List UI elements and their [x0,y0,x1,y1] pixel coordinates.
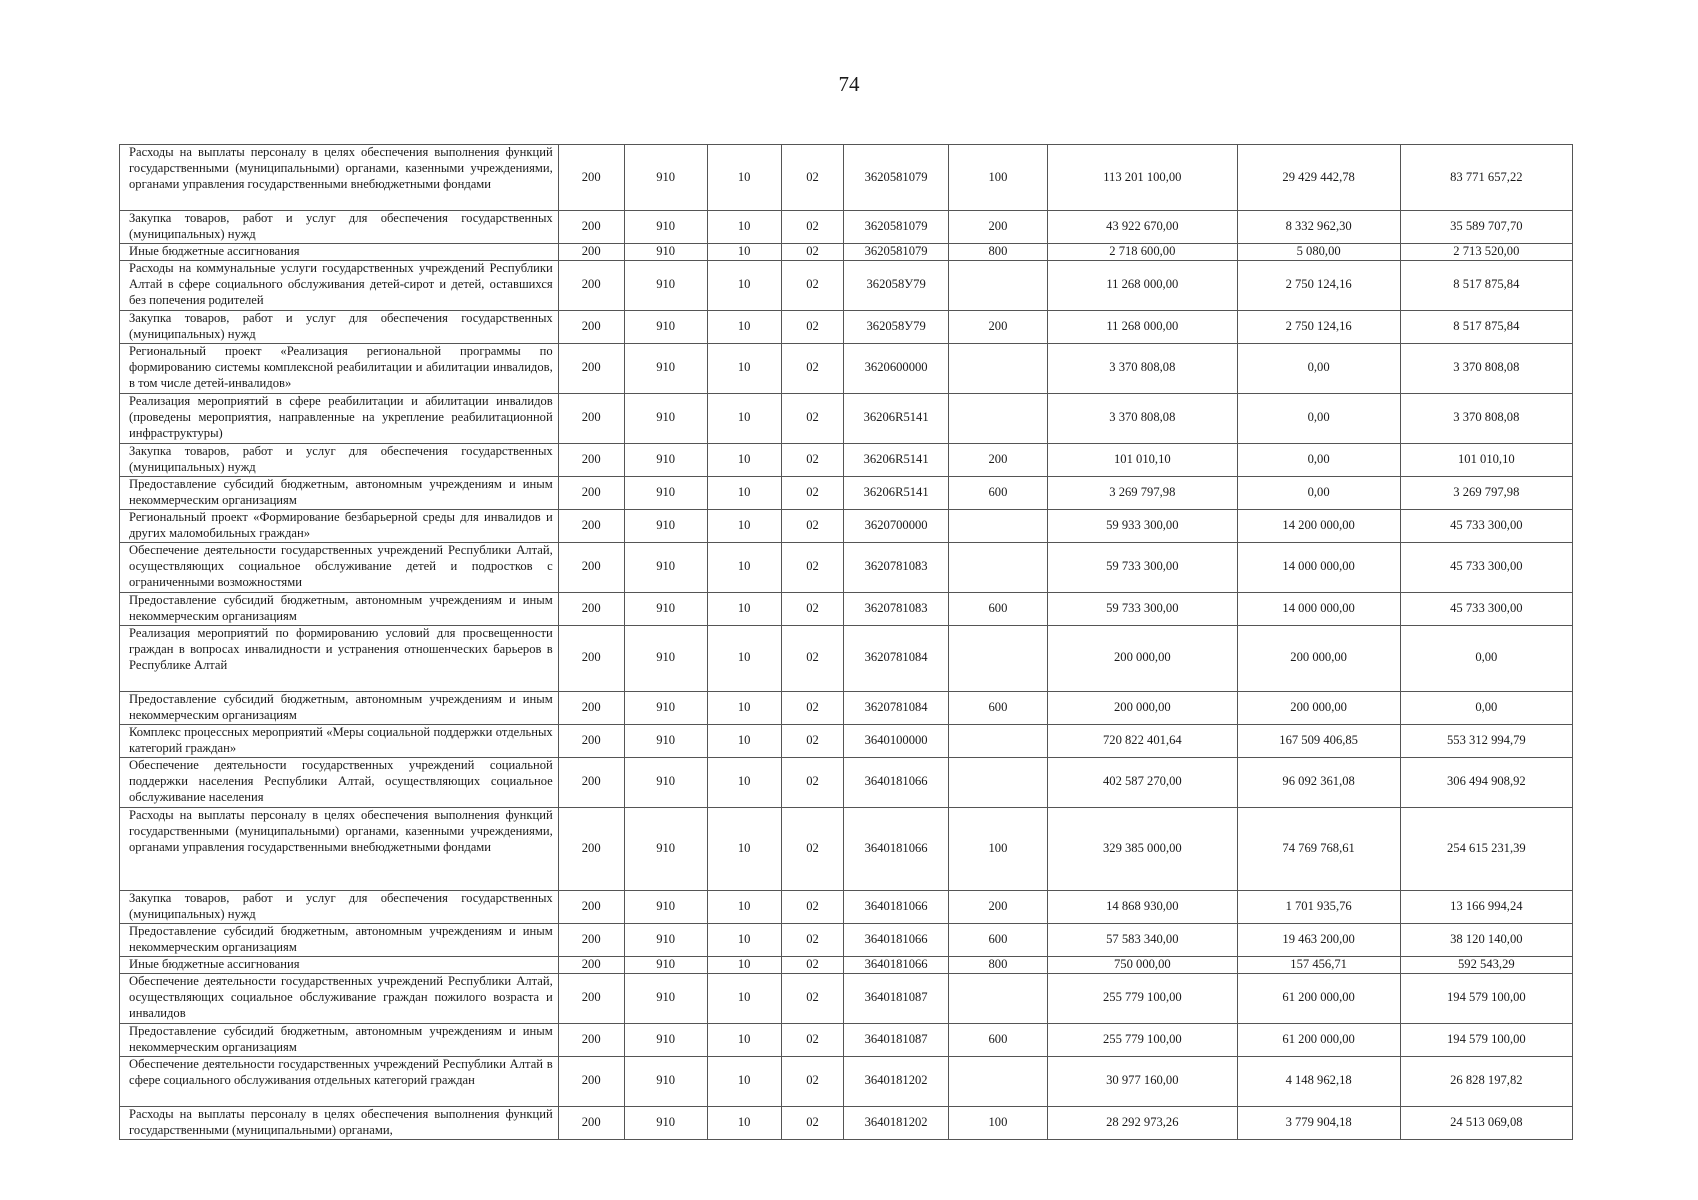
cell-description: Региональный проект «Формирование безбарьерной среды для инвалидов и других маломобильных граждан» [120,509,559,542]
cell-planned-amount: 329 385 000,00 [1048,807,1237,890]
cell-target-article-code: 3620581079 [844,211,948,244]
cell-expense-type-code [948,757,1047,807]
cell-ministry-code: 910 [624,923,707,956]
cell-executed-amount: 74 769 768,61 [1237,807,1400,890]
cell-ministry-code: 910 [624,807,707,890]
cell-expense-type-code: 600 [948,592,1047,625]
cell-subsection-code: 02 [781,343,844,393]
cell-gov-code: 200 [558,393,624,443]
cell-executed-amount: 200 000,00 [1237,625,1400,691]
cell-gov-code: 200 [558,807,624,890]
cell-executed-amount: 14 000 000,00 [1237,542,1400,592]
table-row [120,1023,1573,1056]
cell-expense-type-code: 600 [948,1023,1047,1056]
cell-expense-type-code [948,509,1047,542]
cell-expense-type-code [948,973,1047,1023]
cell-section-code: 10 [707,724,781,757]
cell-target-article-code: 36206R5141 [844,476,948,509]
cell-subsection-code: 02 [781,592,844,625]
cell-executed-amount: 14 200 000,00 [1237,509,1400,542]
cell-expense-type-code: 600 [948,923,1047,956]
cell-target-article-code: 3640181066 [844,956,948,973]
table-row [120,807,1573,890]
cell-executed-amount: 1 701 935,76 [1237,890,1400,923]
cell-expense-type-code [948,393,1047,443]
cell-subsection-code: 02 [781,509,844,542]
cell-description: Закупка товаров, работ и услуг для обеспечения государственных (муниципальных) нужд [120,443,559,476]
cell-target-article-code: 36206R5141 [844,393,948,443]
cell-remaining-amount: 8 517 875,84 [1400,310,1572,343]
cell-remaining-amount: 101 010,10 [1400,443,1572,476]
cell-section-code: 10 [707,923,781,956]
cell-section-code: 10 [707,807,781,890]
cell-planned-amount: 2 718 600,00 [1048,244,1237,261]
table-row [120,310,1573,343]
table-row [120,890,1573,923]
cell-planned-amount: 14 868 930,00 [1048,890,1237,923]
cell-section-code: 10 [707,393,781,443]
cell-executed-amount: 0,00 [1237,393,1400,443]
cell-target-article-code: 362058У79 [844,260,948,310]
cell-section-code: 10 [707,890,781,923]
cell-planned-amount: 3 370 808,08 [1048,393,1237,443]
table-body [120,145,1573,1140]
cell-section-code: 10 [707,509,781,542]
cell-remaining-amount: 194 579 100,00 [1400,1023,1572,1056]
cell-expense-type-code [948,542,1047,592]
cell-subsection-code: 02 [781,625,844,691]
cell-executed-amount: 2 750 124,16 [1237,260,1400,310]
cell-gov-code: 200 [558,1056,624,1106]
cell-remaining-amount: 0,00 [1400,691,1572,724]
cell-expense-type-code: 200 [948,310,1047,343]
cell-gov-code: 200 [558,211,624,244]
cell-section-code: 10 [707,343,781,393]
cell-remaining-amount: 3 370 808,08 [1400,393,1572,443]
cell-planned-amount: 750 000,00 [1048,956,1237,973]
cell-section-code: 10 [707,310,781,343]
cell-ministry-code: 910 [624,757,707,807]
cell-description: Расходы на выплаты персоналу в целях обеспечения выполнения функций государственными (муниципальными) органами, казенными учреждениями, органами управления государственными внебюджетными фондами [120,145,559,211]
cell-subsection-code: 02 [781,691,844,724]
cell-subsection-code: 02 [781,145,844,211]
cell-subsection-code: 02 [781,244,844,261]
cell-subsection-code: 02 [781,443,844,476]
cell-executed-amount: 8 332 962,30 [1237,211,1400,244]
cell-remaining-amount: 553 312 994,79 [1400,724,1572,757]
cell-gov-code: 200 [558,260,624,310]
cell-target-article-code: 3620781083 [844,542,948,592]
cell-planned-amount: 28 292 973,26 [1048,1106,1237,1139]
cell-description: Реализация мероприятий по формированию условий для просвещенности граждан в вопросах инвалидности и устранения отношенческих барьеров в Республике Алтай [120,625,559,691]
cell-ministry-code: 910 [624,1056,707,1106]
cell-description: Обеспечение деятельности государственных учреждений Республики Алтай в сфере социального обслуживания отдельных категорий граждан [120,1056,559,1106]
cell-section-code: 10 [707,973,781,1023]
cell-ministry-code: 910 [624,625,707,691]
cell-gov-code: 200 [558,592,624,625]
cell-ministry-code: 910 [624,956,707,973]
cell-remaining-amount: 24 513 069,08 [1400,1106,1572,1139]
cell-subsection-code: 02 [781,1106,844,1139]
table-row [120,1056,1573,1106]
cell-planned-amount: 11 268 000,00 [1048,260,1237,310]
table-row [120,724,1573,757]
table-row [120,542,1573,592]
cell-subsection-code: 02 [781,1056,844,1106]
cell-planned-amount: 59 733 300,00 [1048,592,1237,625]
cell-target-article-code: 3620581079 [844,244,948,261]
cell-ministry-code: 910 [624,509,707,542]
cell-ministry-code: 910 [624,592,707,625]
cell-expense-type-code: 100 [948,807,1047,890]
cell-expense-type-code [948,343,1047,393]
cell-gov-code: 200 [558,509,624,542]
cell-section-code: 10 [707,691,781,724]
cell-section-code: 10 [707,260,781,310]
cell-description: Обеспечение деятельности государственных учреждений Республики Алтай, осуществляющих социальное обслуживание граждан пожилого возраста и инвалидов [120,973,559,1023]
cell-expense-type-code: 100 [948,145,1047,211]
cell-ministry-code: 910 [624,691,707,724]
cell-planned-amount: 59 733 300,00 [1048,542,1237,592]
table-row [120,260,1573,310]
cell-subsection-code: 02 [781,923,844,956]
cell-gov-code: 200 [558,145,624,211]
cell-planned-amount: 402 587 270,00 [1048,757,1237,807]
cell-planned-amount: 255 779 100,00 [1048,973,1237,1023]
cell-ministry-code: 910 [624,476,707,509]
cell-expense-type-code: 800 [948,244,1047,261]
cell-description: Иные бюджетные ассигнования [120,244,559,261]
cell-target-article-code: 362058У79 [844,310,948,343]
cell-executed-amount: 167 509 406,85 [1237,724,1400,757]
cell-ministry-code: 910 [624,260,707,310]
cell-subsection-code: 02 [781,1023,844,1056]
table-row [120,343,1573,393]
cell-subsection-code: 02 [781,476,844,509]
table-row [120,443,1573,476]
cell-gov-code: 200 [558,1023,624,1056]
cell-section-code: 10 [707,1023,781,1056]
table-row [120,244,1573,261]
cell-executed-amount: 0,00 [1237,343,1400,393]
cell-description: Реализация мероприятий в сфере реабилитации и абилитации инвалидов (проведены мероприятия, направленные на укрепление реабилитационной инфраструктуры) [120,393,559,443]
cell-gov-code: 200 [558,343,624,393]
cell-remaining-amount: 45 733 300,00 [1400,509,1572,542]
cell-expense-type-code [948,260,1047,310]
cell-remaining-amount: 8 517 875,84 [1400,260,1572,310]
cell-description: Закупка товаров, работ и услуг для обеспечения государственных (муниципальных) нужд [120,211,559,244]
cell-section-code: 10 [707,956,781,973]
cell-expense-type-code: 100 [948,1106,1047,1139]
cell-ministry-code: 910 [624,443,707,476]
cell-gov-code: 200 [558,724,624,757]
cell-section-code: 10 [707,476,781,509]
cell-section-code: 10 [707,145,781,211]
cell-remaining-amount: 2 713 520,00 [1400,244,1572,261]
cell-description: Комплекс процессных мероприятий «Меры социальной поддержки отдельных категорий граждан» [120,724,559,757]
cell-description: Закупка товаров, работ и услуг для обеспечения государственных (муниципальных) нужд [120,890,559,923]
table-row [120,625,1573,691]
cell-planned-amount: 3 269 797,98 [1048,476,1237,509]
cell-section-code: 10 [707,1106,781,1139]
cell-gov-code: 200 [558,973,624,1023]
cell-remaining-amount: 45 733 300,00 [1400,592,1572,625]
cell-remaining-amount: 3 370 808,08 [1400,343,1572,393]
cell-description: Расходы на коммунальные услуги государственных учреждений Республики Алтай в сфере социального обслуживания детей-сирот и детей, оставшихся без попечения родителей [120,260,559,310]
cell-section-code: 10 [707,592,781,625]
cell-ministry-code: 910 [624,973,707,1023]
cell-remaining-amount: 254 615 231,39 [1400,807,1572,890]
cell-target-article-code: 3620600000 [844,343,948,393]
cell-expense-type-code [948,1056,1047,1106]
cell-gov-code: 200 [558,310,624,343]
budget-table [119,144,1573,1140]
cell-planned-amount: 200 000,00 [1048,691,1237,724]
cell-ministry-code: 910 [624,1106,707,1139]
cell-description: Закупка товаров, работ и услуг для обеспечения государственных (муниципальных) нужд [120,310,559,343]
cell-ministry-code: 910 [624,1023,707,1056]
cell-subsection-code: 02 [781,807,844,890]
cell-subsection-code: 02 [781,724,844,757]
cell-target-article-code: 3640181202 [844,1056,948,1106]
cell-section-code: 10 [707,542,781,592]
cell-ministry-code: 910 [624,310,707,343]
cell-remaining-amount: 592 543,29 [1400,956,1572,973]
cell-subsection-code: 02 [781,956,844,973]
table-row [120,393,1573,443]
cell-executed-amount: 5 080,00 [1237,244,1400,261]
table-row [120,691,1573,724]
cell-planned-amount: 101 010,10 [1048,443,1237,476]
table-row [120,145,1573,211]
cell-executed-amount: 19 463 200,00 [1237,923,1400,956]
cell-section-code: 10 [707,244,781,261]
cell-remaining-amount: 0,00 [1400,625,1572,691]
cell-target-article-code: 3640181066 [844,757,948,807]
cell-planned-amount: 11 268 000,00 [1048,310,1237,343]
cell-gov-code: 200 [558,890,624,923]
cell-ministry-code: 910 [624,393,707,443]
cell-planned-amount: 59 933 300,00 [1048,509,1237,542]
cell-ministry-code: 910 [624,724,707,757]
cell-target-article-code: 3620700000 [844,509,948,542]
cell-description: Обеспечение деятельности государственных учреждений Республики Алтай, осуществляющих социальное обслуживание детей и подростков с ограниченными возможностями [120,542,559,592]
cell-target-article-code: 3640181087 [844,1023,948,1056]
cell-ministry-code: 910 [624,244,707,261]
cell-expense-type-code [948,724,1047,757]
cell-remaining-amount: 13 166 994,24 [1400,890,1572,923]
cell-expense-type-code: 800 [948,956,1047,973]
cell-planned-amount: 57 583 340,00 [1048,923,1237,956]
cell-gov-code: 200 [558,923,624,956]
cell-ministry-code: 910 [624,343,707,393]
cell-remaining-amount: 45 733 300,00 [1400,542,1572,592]
cell-subsection-code: 02 [781,542,844,592]
cell-section-code: 10 [707,1056,781,1106]
cell-gov-code: 200 [558,691,624,724]
cell-remaining-amount: 194 579 100,00 [1400,973,1572,1023]
cell-subsection-code: 02 [781,393,844,443]
cell-ministry-code: 910 [624,145,707,211]
table-row [120,973,1573,1023]
cell-subsection-code: 02 [781,211,844,244]
cell-planned-amount: 720 822 401,64 [1048,724,1237,757]
cell-description: Расходы на выплаты персоналу в целях обеспечения выполнения функций государственными (муниципальными) органами, казенными учреждениями, органами управления государственными внебюджетными фондами [120,807,559,890]
cell-section-code: 10 [707,625,781,691]
cell-gov-code: 200 [558,757,624,807]
cell-executed-amount: 61 200 000,00 [1237,973,1400,1023]
cell-description: Предоставление субсидий бюджетным, автономным учреждениям и иным некоммерческим организациям [120,1023,559,1056]
cell-executed-amount: 29 429 442,78 [1237,145,1400,211]
cell-executed-amount: 14 000 000,00 [1237,592,1400,625]
cell-target-article-code: 3640181066 [844,807,948,890]
cell-gov-code: 200 [558,956,624,973]
cell-description: Иные бюджетные ассигнования [120,956,559,973]
cell-executed-amount: 200 000,00 [1237,691,1400,724]
cell-description: Региональный проект «Реализация региональной программы по формированию системы комплексной реабилитации и абилитации инвалидов, в том числе детей-инвалидов» [120,343,559,393]
cell-subsection-code: 02 [781,973,844,1023]
cell-target-article-code: 3640181087 [844,973,948,1023]
cell-subsection-code: 02 [781,890,844,923]
table-row [120,1106,1573,1139]
cell-subsection-code: 02 [781,757,844,807]
cell-ministry-code: 910 [624,890,707,923]
cell-target-article-code: 3620781084 [844,625,948,691]
cell-gov-code: 200 [558,625,624,691]
cell-description: Предоставление субсидий бюджетным, автономным учреждениям и иным некоммерческим организациям [120,592,559,625]
table-row [120,923,1573,956]
table-row [120,211,1573,244]
cell-target-article-code: 3620581079 [844,145,948,211]
cell-remaining-amount: 38 120 140,00 [1400,923,1572,956]
cell-subsection-code: 02 [781,310,844,343]
cell-target-article-code: 3640181066 [844,923,948,956]
cell-executed-amount: 3 779 904,18 [1237,1106,1400,1139]
cell-gov-code: 200 [558,244,624,261]
cell-target-article-code: 3640100000 [844,724,948,757]
cell-gov-code: 200 [558,542,624,592]
cell-gov-code: 200 [558,1106,624,1139]
cell-description: Обеспечение деятельности государственных учреждений социальной поддержки населения Республики Алтай, осуществляющих социальное обслуживание населения [120,757,559,807]
cell-ministry-code: 910 [624,542,707,592]
table-row [120,956,1573,973]
cell-remaining-amount: 306 494 908,92 [1400,757,1572,807]
cell-target-article-code: 3640181066 [844,890,948,923]
cell-section-code: 10 [707,211,781,244]
cell-expense-type-code: 200 [948,443,1047,476]
cell-remaining-amount: 83 771 657,22 [1400,145,1572,211]
cell-subsection-code: 02 [781,260,844,310]
table-row [120,592,1573,625]
cell-planned-amount: 113 201 100,00 [1048,145,1237,211]
cell-executed-amount: 0,00 [1237,476,1400,509]
cell-executed-amount: 2 750 124,16 [1237,310,1400,343]
cell-expense-type-code: 200 [948,890,1047,923]
cell-remaining-amount: 35 589 707,70 [1400,211,1572,244]
cell-section-code: 10 [707,757,781,807]
cell-gov-code: 200 [558,476,624,509]
cell-planned-amount: 43 922 670,00 [1048,211,1237,244]
cell-planned-amount: 3 370 808,08 [1048,343,1237,393]
cell-remaining-amount: 26 828 197,82 [1400,1056,1572,1106]
cell-target-article-code: 3620781084 [844,691,948,724]
cell-description: Предоставление субсидий бюджетным, автономным учреждениям и иным некоммерческим организациям [120,923,559,956]
cell-planned-amount: 255 779 100,00 [1048,1023,1237,1056]
cell-target-article-code: 3620781083 [844,592,948,625]
cell-description: Предоставление субсидий бюджетным, автономным учреждениям и иным некоммерческим организациям [120,476,559,509]
cell-expense-type-code: 600 [948,476,1047,509]
table-row [120,509,1573,542]
table-row [120,757,1573,807]
cell-expense-type-code: 600 [948,691,1047,724]
cell-expense-type-code: 200 [948,211,1047,244]
cell-executed-amount: 4 148 962,18 [1237,1056,1400,1106]
page-number: 74 [838,72,860,96]
cell-executed-amount: 157 456,71 [1237,956,1400,973]
cell-description: Предоставление субсидий бюджетным, автономным учреждениям и иным некоммерческим организациям [120,691,559,724]
cell-ministry-code: 910 [624,211,707,244]
cell-expense-type-code [948,625,1047,691]
cell-target-article-code: 36206R5141 [844,443,948,476]
cell-planned-amount: 30 977 160,00 [1048,1056,1237,1106]
cell-description: Расходы на выплаты персоналу в целях обеспечения выполнения функций государственными (муниципальными) органами, [120,1106,559,1139]
cell-executed-amount: 61 200 000,00 [1237,1023,1400,1056]
cell-gov-code: 200 [558,443,624,476]
cell-executed-amount: 0,00 [1237,443,1400,476]
cell-planned-amount: 200 000,00 [1048,625,1237,691]
table-row [120,476,1573,509]
cell-target-article-code: 3640181202 [844,1106,948,1139]
cell-executed-amount: 96 092 361,08 [1237,757,1400,807]
cell-remaining-amount: 3 269 797,98 [1400,476,1572,509]
cell-section-code: 10 [707,443,781,476]
